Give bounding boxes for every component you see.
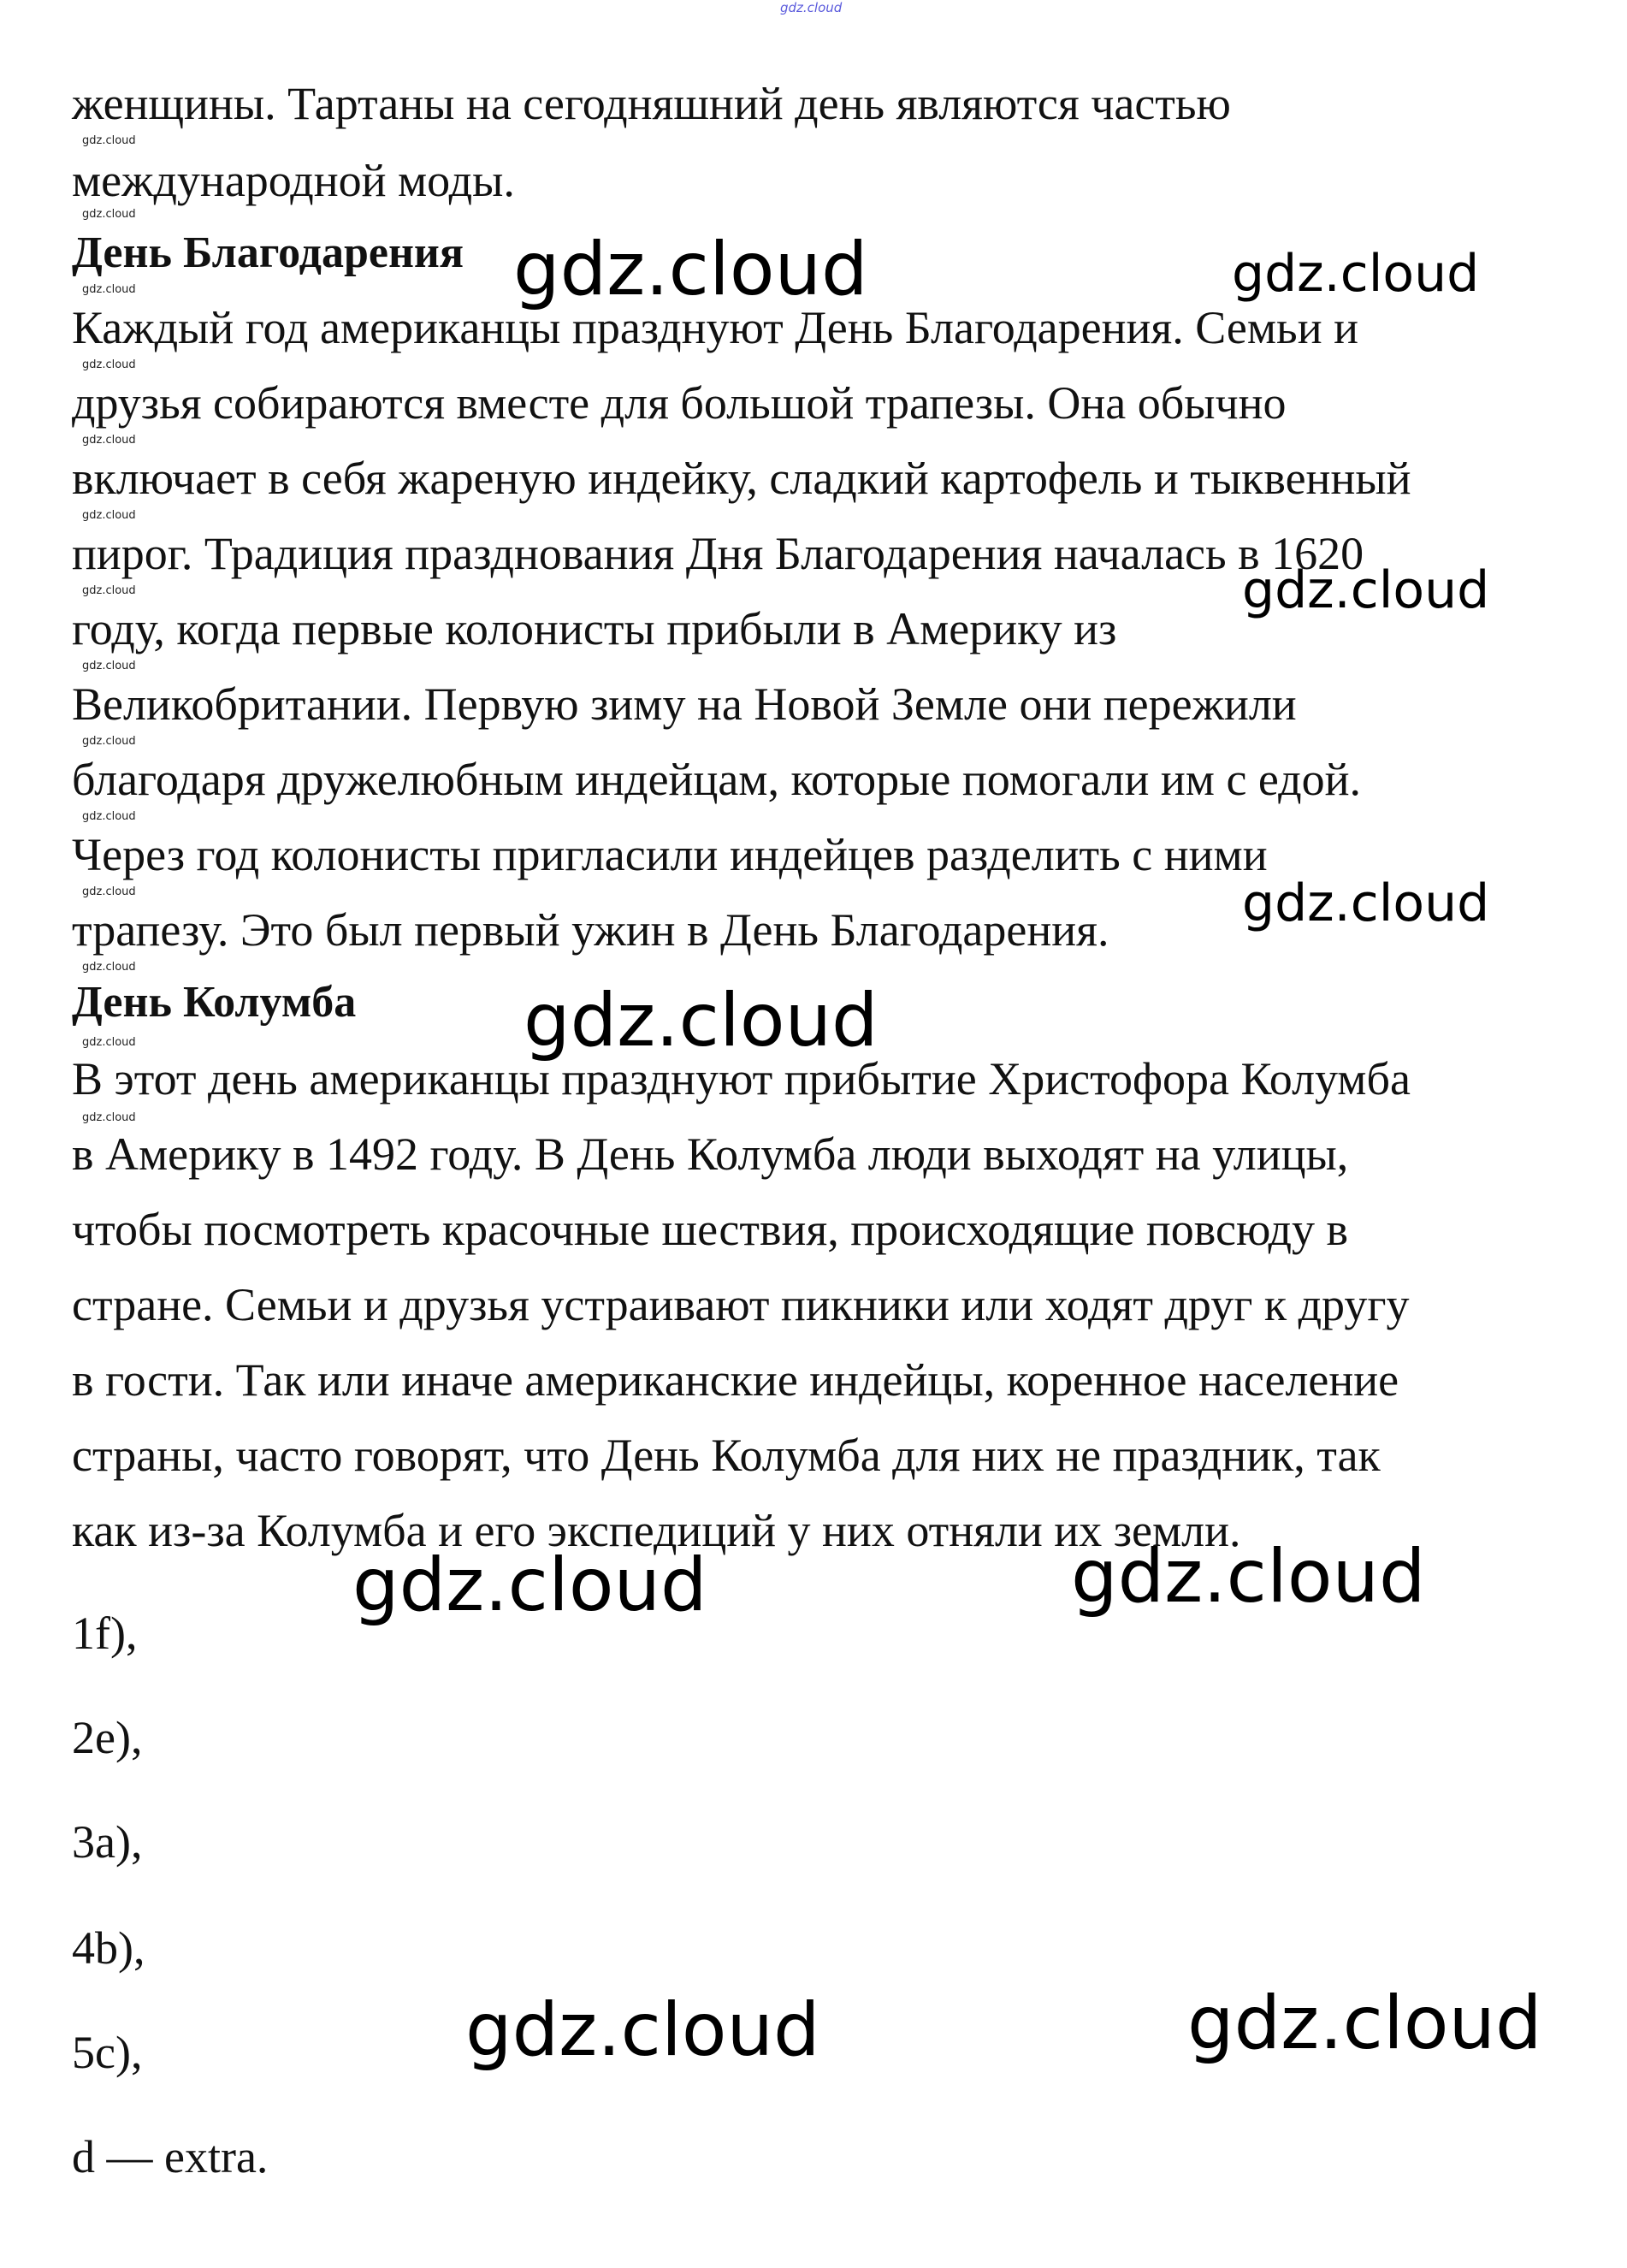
answer-item: 3a),	[72, 1816, 143, 1868]
text-line: как из-за Колумба и его экспедиций у них отняли их земли.	[72, 1505, 1241, 1556]
watermark-small: gdz.cloud	[82, 358, 136, 371]
watermark-small: gdz.cloud	[82, 434, 136, 447]
text-line: Каждый год американцы празднуют День Благодарения. Семьи и	[72, 302, 1358, 353]
watermark-large: gdz.cloud	[524, 978, 879, 1063]
watermark-small: gdz.cloud	[82, 509, 136, 522]
answer-item: 5c),	[72, 2027, 143, 2078]
watermark-large: gdz.cloud	[352, 1543, 707, 1628]
text-line: женщины. Тартаны на сегодняшний день являются частью	[72, 78, 1231, 129]
watermark-top: gdz.cloud	[780, 0, 843, 15]
section-heading-thanksgiving: День Благодарения	[72, 228, 464, 277]
text-line: благодаря дружелюбным индейцам, которые помогали им с едой.	[72, 754, 1362, 805]
watermark-small: gdz.cloud	[82, 134, 136, 147]
text-line: страны, часто говорят, что День Колумба для них не праздник, так	[72, 1430, 1381, 1481]
watermark-small: gdz.cloud	[82, 584, 136, 597]
watermark-small: gdz.cloud	[82, 1036, 136, 1049]
text-line: пирог. Традиция празднования Дня Благодарения началась в 1620	[72, 528, 1364, 579]
section-heading-columbus: День Колумба	[72, 978, 357, 1027]
watermark-small: gdz.cloud	[82, 735, 136, 748]
text-line: В этот день американцы празднуют прибытие Христофора Колумба	[72, 1053, 1411, 1104]
text-line: году, когда первые колонисты прибыли в Америку из	[72, 603, 1117, 654]
watermark-small: gdz.cloud	[82, 660, 136, 672]
watermark-small: gdz.cloud	[82, 810, 136, 823]
watermark-large: gdz.cloud	[1187, 1981, 1542, 2066]
watermark-medium: gdz.cloud	[1242, 560, 1490, 620]
watermark-small: gdz.cloud	[82, 1111, 136, 1124]
text-line: чтобы посмотреть красочные шествия, происходящие повсюду в	[72, 1204, 1349, 1255]
watermark-small: gdz.cloud	[82, 961, 136, 974]
text-line: включает в себя жареную индейку, сладкий картофель и тыквенный	[72, 453, 1411, 504]
watermark-large: gdz.cloud	[1071, 1534, 1426, 1620]
watermark-medium: gdz.cloud	[1242, 873, 1490, 933]
answer-item: 2e),	[72, 1712, 143, 1763]
text-line: международной моды.	[72, 155, 515, 206]
watermark-medium: gdz.cloud	[1232, 244, 1480, 304]
text-line: Великобритании. Первую зиму на Новой Земле они пережили	[72, 678, 1297, 730]
text-line: в Америку в 1492 году. В День Колумба люди выходят на улицы,	[72, 1128, 1349, 1180]
text-line: друзья собираются вместе для большой трапезы. Она обычно	[72, 377, 1287, 429]
watermark-small: gdz.cloud	[82, 208, 136, 221]
watermark-small: gdz.cloud	[82, 885, 136, 898]
text-line: в гости. Так или иначе американские индейцы, коренное население	[72, 1354, 1399, 1406]
answer-item: d — extra.	[72, 2131, 269, 2182]
watermark-small: gdz.cloud	[82, 283, 136, 296]
text-line: стране. Семьи и друзья устраивают пикники или ходят друг к другу	[72, 1279, 1410, 1330]
answer-item: 4b),	[72, 1922, 145, 1974]
answer-item: 1f),	[72, 1608, 138, 1659]
watermark-large: gdz.cloud	[465, 1987, 820, 2073]
text-line: Через год колонисты пригласили индейцев разделить с ними	[72, 829, 1268, 880]
text-line: трапезу. Это был первый ужин в День Благодарения.	[72, 904, 1109, 956]
watermark-large: gdz.cloud	[513, 227, 868, 312]
